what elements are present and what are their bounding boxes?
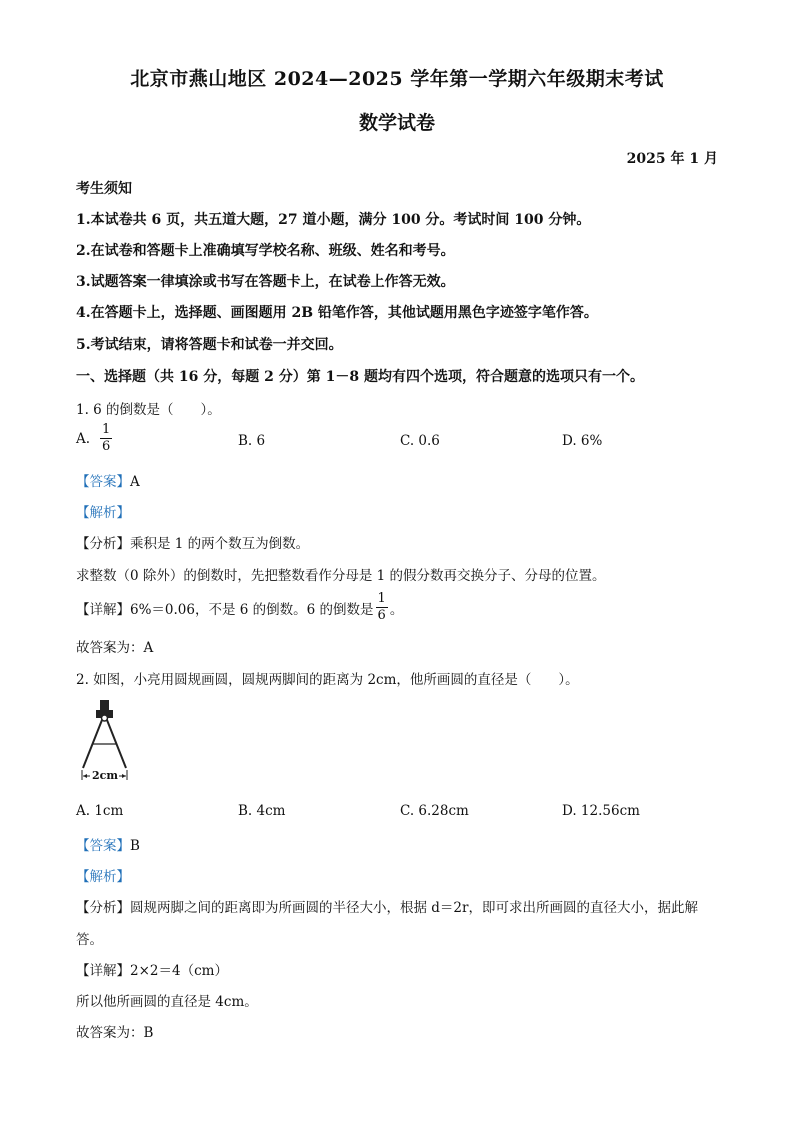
q1-conclusion: 故答案为：A bbox=[76, 640, 154, 656]
xiangjie-text: 6%＝0.06，不是 6 的倒数。6 的倒数是 bbox=[130, 601, 374, 618]
compass-figure bbox=[76, 696, 136, 786]
q2-fenxi-line2: 答。 bbox=[76, 932, 103, 948]
notice-heading: 考生须知 bbox=[76, 181, 132, 197]
answer-value: A bbox=[130, 474, 140, 490]
compass-distance-label: 2cm bbox=[92, 769, 118, 782]
xiangjie-tag: 【详解】 bbox=[76, 963, 130, 979]
q1-option-a-label: A. bbox=[76, 430, 91, 447]
notice-item-2: 2.在试卷和答题卡上准确填写学校名称、班级、姓名和考号。 bbox=[76, 243, 455, 259]
q2-xiangjie bbox=[76, 959, 228, 979]
fenxi-tag: 【分析】 bbox=[76, 536, 130, 552]
notice-item-3: 3.试题答案一律填涂或书写在答题卡上，在试卷上作答无效。 bbox=[76, 274, 455, 290]
fenxi-text: 圆规两脚之间的距离即为所画圆的半径大小，根据 d＝2r，即可求出所画圆的直径大小，据此解 bbox=[130, 900, 698, 916]
xiangjie-text: 2×2＝4（cm） bbox=[130, 963, 228, 979]
q1-answer bbox=[76, 470, 140, 490]
notice-item-4: 4.在答题卡上，选择题、画图题用 2B 铅笔作答，其他试题用黑色字迹签字笔作答。 bbox=[76, 305, 598, 321]
notice-item-1: 1.本试卷共 6 页，共五道大题，27 道小题，满分 100 分。考试时间 100 分钟。 bbox=[76, 212, 591, 228]
q2-stem: 2. 如图，小亮用圆规画圆，圆规两脚间的距离为 2cm，他所画圆的直径是（ ）。 bbox=[76, 672, 579, 688]
q2-option-c: C. 6.28cm bbox=[400, 803, 469, 819]
q2-option-a: A. 1cm bbox=[76, 803, 124, 819]
q2-analysis-tag: 【解析】 bbox=[76, 869, 130, 885]
answer-value: B bbox=[130, 838, 140, 854]
q1-xiangjie bbox=[76, 591, 403, 624]
q1-option-d: D. 6% bbox=[562, 433, 603, 449]
q2-line2: 所以他所画圆的直径是 4cm。 bbox=[76, 994, 258, 1010]
q2-conclusion: 故答案为：B bbox=[76, 1025, 154, 1041]
exam-date: 2025 年 1 月 bbox=[626, 151, 718, 167]
q2-answer bbox=[76, 834, 140, 854]
q2-fenxi bbox=[76, 896, 698, 916]
fraction-denominator: 6 bbox=[102, 439, 111, 454]
xiangjie-tag: 【详解】 bbox=[76, 601, 130, 618]
xiangjie-end: 。 bbox=[389, 601, 404, 618]
q1-option-b: B. 6 bbox=[238, 433, 266, 449]
section-heading: 一、选择题（共 16 分，每题 2 分）第 1－8 题均有四个选项，符合题意的选项只有一个。 bbox=[76, 369, 644, 385]
fraction-denominator: 6 bbox=[377, 608, 386, 623]
q2-option-d: D. 12.56cm bbox=[562, 803, 640, 819]
q1-stem: 1. 6 的倒数是（ ）。 bbox=[76, 402, 221, 418]
q2-option-b: B. 4cm bbox=[238, 803, 286, 819]
q1-fenxi bbox=[76, 532, 309, 552]
notice-item-5: 5.考试结束，请将答题卡和试卷一并交回。 bbox=[76, 337, 343, 353]
q1-option-a-fraction bbox=[100, 422, 112, 455]
q1-analysis-tag: 【解析】 bbox=[76, 505, 130, 521]
exam-title: 北京市燕山地区 2024—2025 学年第一学期六年级期末考试 bbox=[130, 68, 664, 90]
fraction-numerator: 1 bbox=[102, 422, 111, 437]
fenxi-tag: 【分析】 bbox=[76, 900, 130, 916]
q1-option-c: C. 0.6 bbox=[400, 433, 440, 449]
q1-fenxi-2: 求整数（0 除外）的倒数时，先把整数看作分母是 1 的假分数再交换分子、分母的位置。 bbox=[76, 568, 606, 584]
fraction-numerator: 1 bbox=[377, 591, 386, 606]
exam-subtitle: 数学试卷 bbox=[358, 112, 435, 134]
answer-tag: 【答案】 bbox=[76, 474, 130, 490]
answer-tag: 【答案】 bbox=[76, 838, 130, 854]
xiangjie-fraction bbox=[376, 591, 388, 624]
fenxi-text: 乘积是 1 的两个数互为倒数。 bbox=[130, 536, 310, 552]
q1-option-a bbox=[76, 422, 114, 455]
